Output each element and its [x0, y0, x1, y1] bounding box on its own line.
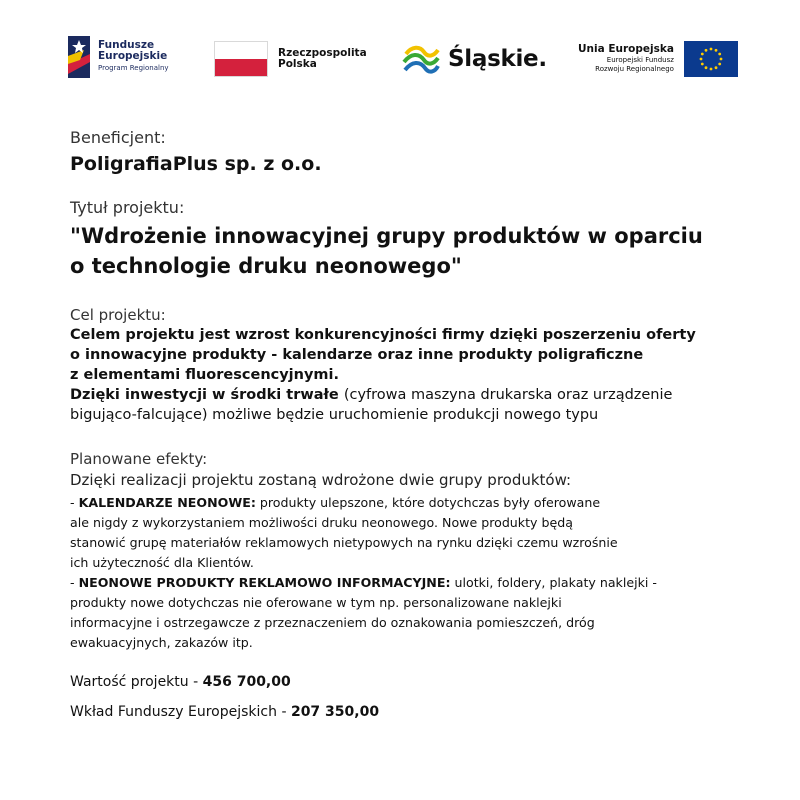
fe-line1: Fundusze: [98, 39, 155, 51]
logo-bar: [0, 0, 800, 100]
effect-item-2-title: NEONOWE PRODUKTY REKLAMOWO INFORMACYJNE:: [78, 575, 451, 590]
effect-item-1-line3: stanowić grupę materiałów reklamowych nietypowych na rynku dzięki czemu wzrośnie: [70, 535, 618, 550]
effects-list: [70, 493, 750, 653]
rzeczpospolita-logo: [214, 41, 367, 77]
ue-line3: Rozwoju Regionalnego: [595, 64, 674, 73]
rp-line1: Rzeczpospolita: [278, 47, 367, 59]
slaskie-waves-icon: [402, 40, 440, 78]
beneficiary-label: Beneficjent:: [70, 128, 166, 147]
effect-item-1-line1: produkty ulepszone, które dotychczas były oferowane: [255, 495, 601, 510]
goal-line4b: (cyfrowa maszyna drukarska oraz urządzenie: [343, 387, 673, 403]
effect-item-1: [70, 493, 750, 513]
slaskie-logo: [402, 40, 547, 78]
goal-text: [70, 325, 760, 425]
effect-item-2-line1: ulotki, foldery, plakaty naklejki -: [450, 575, 657, 590]
goal-line1: Celem projektu jest wzrost konkurencyjności firmy dzięki poszerzeniu oferty: [70, 327, 696, 343]
unia-europejska-logo: [578, 41, 738, 77]
project-value-amount: 456 700,00: [202, 674, 291, 690]
effect-item-2-line4: ewakuacyjnych, zakazów itp.: [70, 635, 253, 650]
beneficiary-name: PoligrafiaPlus sp. z o.o.: [70, 153, 322, 175]
effect-item-1-prefix: -: [70, 495, 79, 510]
ue-line2: Europejski Fundusz: [606, 55, 674, 64]
project-title-line1: "Wdrożenie innowacyjnej grupy produktów w oparciu: [70, 224, 703, 248]
goal-line4a: Dzięki inwestycji w środki trwałe: [70, 387, 344, 403]
project-value: [70, 667, 760, 697]
slaskie-name: Śląskie.: [448, 46, 547, 72]
fe-line3: Program Regionalny: [98, 64, 169, 72]
fundusze-europejskie-logo: [66, 34, 169, 80]
goal-line3: z elementami fluorescencyjnymi.: [70, 367, 340, 383]
ue-line1: Unia Europejska: [578, 42, 674, 55]
project-value-label: Wartość projektu -: [70, 674, 203, 690]
fundusze-europejskie-icon: [66, 34, 92, 80]
goal-line2: o innowacyjne produkty - kalendarze oraz inne produkty poligraficzne: [70, 347, 644, 363]
effect-item-2: [70, 573, 750, 593]
effect-item-1-title: KALENDARZE NEONOWE:: [78, 495, 256, 510]
project-info: [70, 128, 760, 727]
effect-item-1-line4: ich użyteczność dla Klientów.: [70, 555, 254, 570]
project-summary: [70, 667, 760, 727]
eu-funds-label: Wkład Funduszy Europejskich -: [70, 704, 291, 720]
effects-intro: Dzięki realizacji projektu zostaną wdrożone dwie grupy produktów:: [70, 471, 572, 489]
polish-flag-icon: [214, 41, 268, 77]
effect-item-2-line3: informacyjne i ostrzegawcze z przeznaczeniem do oznakowania pomieszczeń, dróg: [70, 615, 595, 630]
eu-funds-amount: 207 350,00: [290, 704, 380, 720]
goal-line5: bigująco-falcujące) możliwe będzie uruchomienie produkcji nowego typu: [70, 407, 599, 423]
eu-funds: [70, 697, 760, 727]
project-title-line2: o technologie druku neonowego": [70, 254, 462, 278]
project-title: [70, 221, 760, 281]
effect-item-1-line2: ale nigdy z wykorzystaniem możliwości druku neonowego. Nowe produkty będą: [70, 515, 573, 530]
effect-item-2-prefix: -: [70, 575, 79, 590]
rp-line2: Polska: [278, 58, 317, 70]
eu-flag-icon: [684, 41, 738, 77]
project-title-label: Tytuł projektu:: [70, 198, 185, 217]
goal-label: Cel projektu:: [70, 306, 166, 324]
fe-line2: Europejskie: [98, 50, 168, 62]
effects-label: Planowane efekty:: [70, 450, 208, 468]
effect-item-2-line2: produkty nowe dotychczas nie oferowane w tym np. personalizowane naklejki: [70, 595, 562, 610]
